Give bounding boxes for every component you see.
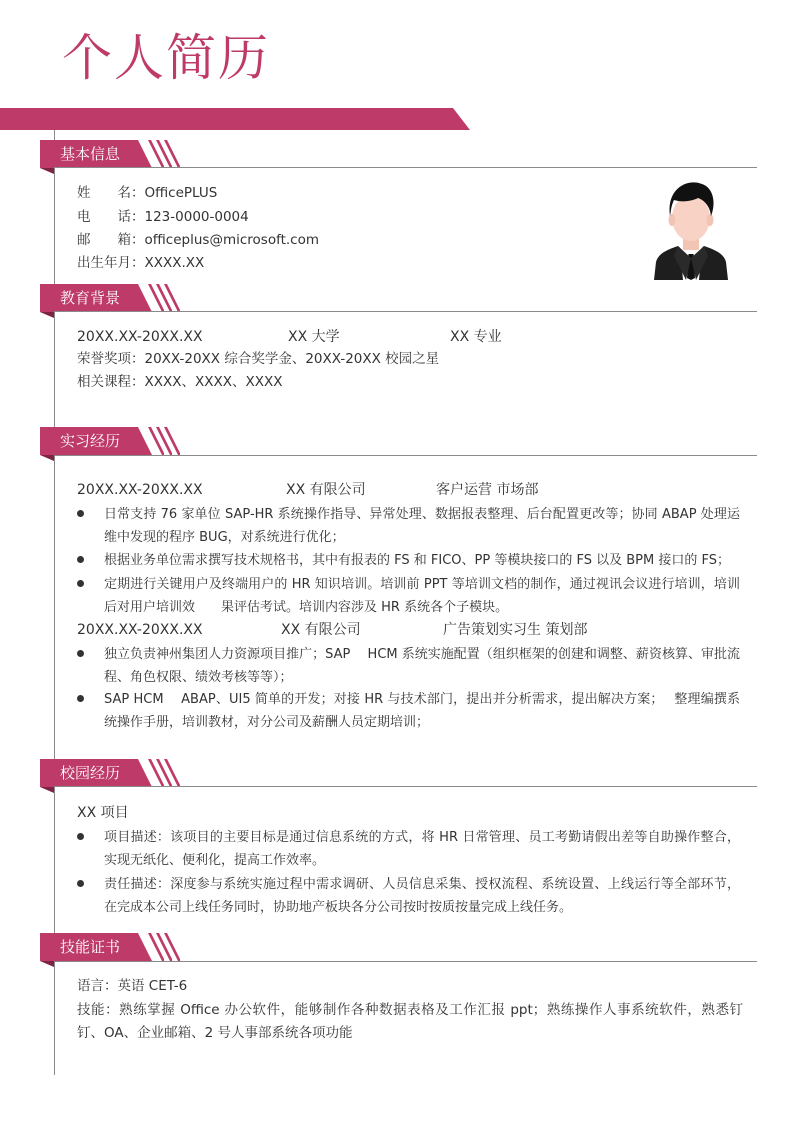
basic-value: XXXX.XX — [144, 255, 205, 271]
section-label-skills: 技能证书 — [60, 938, 121, 956]
job-role: 客户运营 市场部 — [436, 482, 539, 498]
section-tab-basic — [40, 140, 180, 168]
edu-school: XX 大学 — [288, 329, 340, 345]
skills-language: 语言：英语 CET-6 — [77, 978, 188, 994]
section-divider — [54, 786, 757, 787]
bullet-dot-icon — [77, 695, 84, 702]
skills-text: 技能：熟练掌握 Office 办公软件，能够制作各种数据表格及工作汇报 ppt；熟练操作人事系统软件，熟悉钉钉、OA、企业邮箱、2 号人事部系统各项功能 — [77, 1002, 743, 1041]
bullet-text: SAP HCM ABAP、UI5 简单的开发；对接 HR 与技术部门，提出并分析需求，提出解决方案； 整理编撰系统操作手册，培训教材，对分公司及薪酬人员定期培训； — [104, 692, 740, 730]
bullet-dot-icon — [77, 556, 84, 563]
person-avatar-icon — [652, 178, 730, 280]
section-label-education: 教育背景 — [60, 289, 121, 307]
basic-key: 邮 箱： — [77, 232, 145, 248]
section-tab-skills — [40, 933, 180, 961]
page-title: 个人简历 — [62, 29, 270, 87]
edu-major: XX 专业 — [450, 329, 502, 345]
basic-row-name — [77, 183, 217, 203]
job-company: XX 有限公司 — [286, 482, 366, 498]
basic-key: 出生年月： — [77, 255, 145, 271]
bullet-text: 独立负责神州集团人力资源项目推广；SAP HCM 系统实施配置（组织框架的创建和调整、薪资核算、审批流程、角色权限、绩效考核等等）； — [104, 647, 740, 685]
section-divider — [54, 455, 757, 456]
section-divider — [54, 167, 757, 168]
basic-row-phone — [77, 207, 249, 227]
bullet-dot-icon — [77, 650, 84, 657]
bullet-dot-icon — [77, 510, 84, 517]
section-label-campus: 校园经历 — [60, 764, 121, 782]
job-company: XX 有限公司 — [281, 622, 361, 638]
section-label-basic: 基本信息 — [60, 145, 121, 163]
bullet-dot-icon — [77, 880, 84, 887]
basic-row-birth — [77, 253, 204, 273]
basic-key: 姓 名： — [77, 185, 145, 201]
basic-value: 123-0000-0004 — [144, 209, 249, 225]
basic-row-email — [77, 230, 319, 250]
section-tab-internship — [40, 427, 180, 455]
bullet-text: 定期进行关键用户及终端用户的 HR 知识培训。培训前 PPT 等培训文档的制作，通过视讯会议进行培训，培训后对用户培训效 果评估考试。培训内容涉及 HR 系统各个子模块。 — [104, 577, 740, 615]
basic-value: officeplus@microsoft.com — [144, 232, 320, 248]
job-period: 20XX.XX-20XX.XX — [77, 482, 203, 498]
basic-value: OfficePLUS — [144, 185, 218, 201]
campus-project: XX 项目 — [77, 805, 129, 821]
section-label-internship: 实习经历 — [60, 432, 121, 450]
bullet-text: 日常支持 76 家单位 SAP-HR 系统操作指导、异常处理、数据报表整理、后台配置更改等；协同 ABAP 处理运维中发现的程序 BUG，对系统进行优化； — [104, 507, 740, 545]
edu-courses: 相关课程：XXXX、XXXX、XXXX — [77, 374, 283, 390]
edu-honors: 荣誉奖项：20XX-20XX 综合奖学金、20XX-20XX 校园之星 — [77, 351, 440, 367]
bullet-text: 责任描述：深度参与系统实施过程中需求调研、人员信息采集、授权流程、系统设置、上线运行等全部环节，在完成本公司上线任务同时，协助地产板块各分公司按时按质按量完成上线任务。 — [104, 877, 740, 915]
basic-key: 电 话： — [77, 209, 145, 225]
job-period: 20XX.XX-20XX.XX — [77, 622, 203, 638]
bullet-dot-icon — [77, 833, 84, 840]
job-role: 广告策划实习生 策划部 — [443, 622, 588, 638]
bullet-text: 根据业务单位需求撰写技术规格书，其中有报表的 FS 和 FICO、PP 等模块接口的 FS 以及 BPM 接口的 FS； — [104, 553, 730, 568]
section-tab-education — [40, 284, 180, 312]
bullet-text: 项目描述：该项目的主要目标是通过信息系统的方式，将 HR 日常管理、员工考勤请假出差等自助操作整合，实现无纸化、便利化，提高工作效率。 — [104, 830, 740, 868]
title-band — [0, 108, 470, 130]
section-divider — [54, 311, 757, 312]
edu-period: 20XX.XX-20XX.XX — [77, 329, 203, 345]
section-divider — [54, 961, 757, 962]
bullet-dot-icon — [77, 580, 84, 587]
section-tab-campus — [40, 759, 180, 787]
